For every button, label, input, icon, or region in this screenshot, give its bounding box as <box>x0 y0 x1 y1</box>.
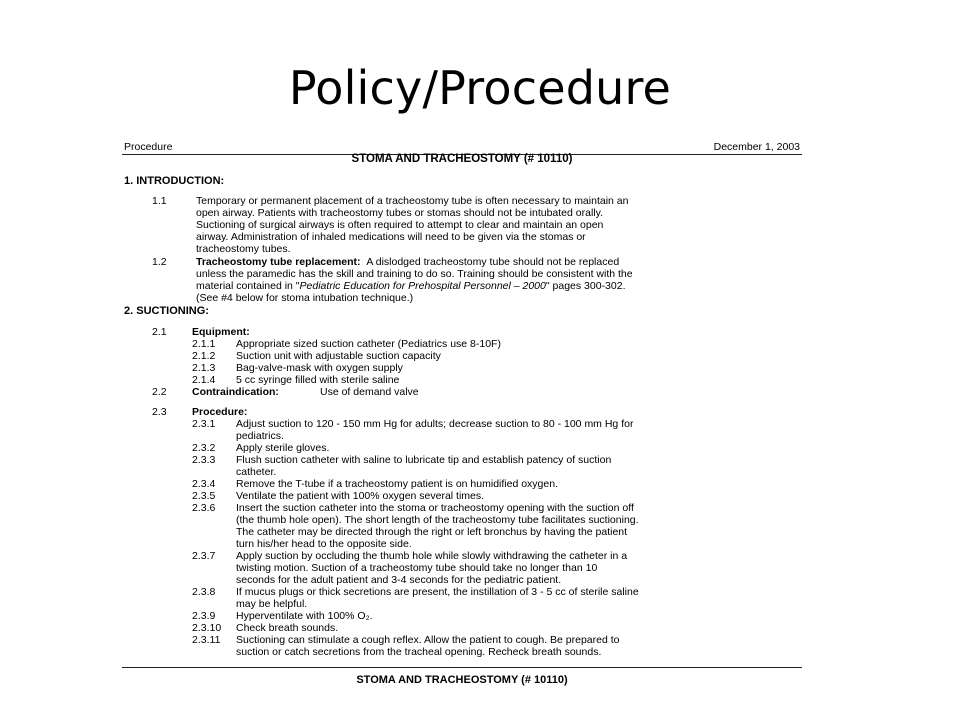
para-1-1-line: airway. Administration of inhaled medications will need to be given via the stomas or <box>196 231 586 243</box>
equipment-number: 2.1.3 <box>192 362 216 374</box>
para-1-1-line: Suctioning of surgical airways is often required to attempt to clear and maintain an open <box>196 219 604 231</box>
para-1-2-text: material contained in " <box>196 280 300 292</box>
step-text-line: (the thumb hole open). The short length of the tracheostomy tube facilitates suctioning. <box>236 514 639 526</box>
doc-header-title: STOMA AND TRACHEOSTOMY (# 10110) <box>351 153 573 165</box>
step-number: 2.3.7 <box>192 550 216 562</box>
step-number: 2.3.8 <box>192 586 216 598</box>
reference-title: Pediatric Education for Prehospital Personnel – 2000 <box>299 280 546 292</box>
equipment-item: 5 cc syringe filled with sterile saline <box>236 374 400 386</box>
para-1-1-number: 1.1 <box>152 195 167 207</box>
equipment-number: 2.1.4 <box>192 374 216 386</box>
step-text-line: may be helpful. <box>236 598 308 610</box>
para-1-2-number: 1.2 <box>152 256 167 268</box>
step-text-line: turn his/her head to the opposite side. <box>236 538 412 550</box>
step-text-line: catheter. <box>236 466 277 478</box>
step-text-line: suction or catch secretions from the tracheal opening. Recheck breath sounds. <box>236 646 602 658</box>
equipment-item: Appropriate sized suction catheter (Pediatrics use 8-10F) <box>236 338 501 350</box>
para-1-2-line: unless the paramedic has the skill and training to do so. Training should be consistent with the <box>196 268 633 280</box>
para-1-2-line <box>196 280 626 292</box>
para-2-3-number: 2.3 <box>152 406 167 418</box>
step-number: 2.3.2 <box>192 442 216 454</box>
step-number: 2.3.4 <box>192 478 216 490</box>
step-number: 2.3.9 <box>192 610 216 622</box>
step-text-line: Hyperventilate with 100% O₂. <box>236 610 373 622</box>
para-2-1-label: Equipment: <box>192 326 250 338</box>
para-1-2-text: " pages 300-302. <box>545 280 626 292</box>
step-number: 2.3.11 <box>192 634 221 646</box>
step-text-line: Insert the suction catheter into the stoma or tracheostomy opening with the suction off <box>236 502 634 514</box>
footer-rule <box>122 667 802 668</box>
para-1-2-label: Tracheostomy tube replacement: <box>196 256 361 268</box>
para-1-1-line: Temporary or permanent placement of a tracheostomy tube is often necessary to maintain an <box>196 195 629 207</box>
step-text-line: Apply sterile gloves. <box>236 442 330 454</box>
para-2-1-number: 2.1 <box>152 326 167 338</box>
step-text-line: Flush suction catheter with saline to lubricate tip and establish patency of suction <box>236 454 612 466</box>
step-number: 2.3.10 <box>192 622 222 634</box>
procedure-document <box>122 136 802 692</box>
step-text-line: Apply suction by occluding the thumb hole while slowly withdrawing the catheter in a <box>236 550 628 562</box>
step-text-line: seconds for the adult patient and 3-4 seconds for the pediatric patient. <box>236 574 562 586</box>
step-text-line: Check breath sounds. <box>236 622 339 634</box>
para-1-1-line: open airway. Patients with tracheostomy tubes or stomas should not be intubated orally. <box>196 207 603 219</box>
para-2-2-text: Use of demand valve <box>320 386 419 398</box>
step-text-line: Suctioning can stimulate a cough reflex. Allow the patient to cough. Be prepared to <box>236 634 620 646</box>
step-text-line: The catheter may be directed through the right or left bronchus by having the patient <box>236 526 628 538</box>
para-1-2-line: (See #4 below for stoma intubation technique.) <box>196 292 414 304</box>
doc-header-date: December 1, 2003 <box>713 141 800 153</box>
step-number: 2.3.3 <box>192 454 216 466</box>
para-1-1-line: tracheostomy tubes. <box>196 243 291 255</box>
slide-title: Policy/Procedure <box>288 61 672 115</box>
doc-header-label: Procedure <box>124 141 173 153</box>
para-2-2-number: 2.2 <box>152 386 167 398</box>
equipment-item: Bag-valve-mask with oxygen supply <box>236 362 403 374</box>
step-text-line: If mucus plugs or thick secretions are present, the instillation of 3 - 5 cc of sterile saline <box>236 586 639 598</box>
para-2-3-label: Procedure: <box>192 406 248 418</box>
para-2-2-label: Contraindication: <box>192 386 279 398</box>
step-number: 2.3.5 <box>192 490 216 502</box>
para-1-2-text: A dislodged tracheostomy tube should not be replaced <box>366 256 620 268</box>
section-1-heading: 1. INTRODUCTION: <box>124 175 225 187</box>
doc-footer-title: STOMA AND TRACHEOSTOMY (# 10110) <box>356 674 568 686</box>
step-text-line: Remove the T-tube if a tracheostomy patient is on humidified oxygen. <box>236 478 558 490</box>
step-number: 2.3.6 <box>192 502 216 514</box>
step-text-line: pediatrics. <box>236 430 284 442</box>
para-1-2-line <box>196 256 619 268</box>
equipment-item: Suction unit with adjustable suction capacity <box>236 350 441 362</box>
step-text-line: Adjust suction to 120 - 150 mm Hg for adults; decrease suction to 80 - 100 mm Hg for <box>236 418 634 430</box>
step-number: 2.3.1 <box>192 418 216 430</box>
step-text-line: Ventilate the patient with 100% oxygen several times. <box>236 490 485 502</box>
step-text-line: twisting motion. Suction of a tracheostomy tube should take no longer than 10 <box>236 562 598 574</box>
equipment-number: 2.1.2 <box>192 350 216 362</box>
equipment-number: 2.1.1 <box>192 338 216 350</box>
section-2-heading: 2. SUCTIONING: <box>124 305 209 317</box>
